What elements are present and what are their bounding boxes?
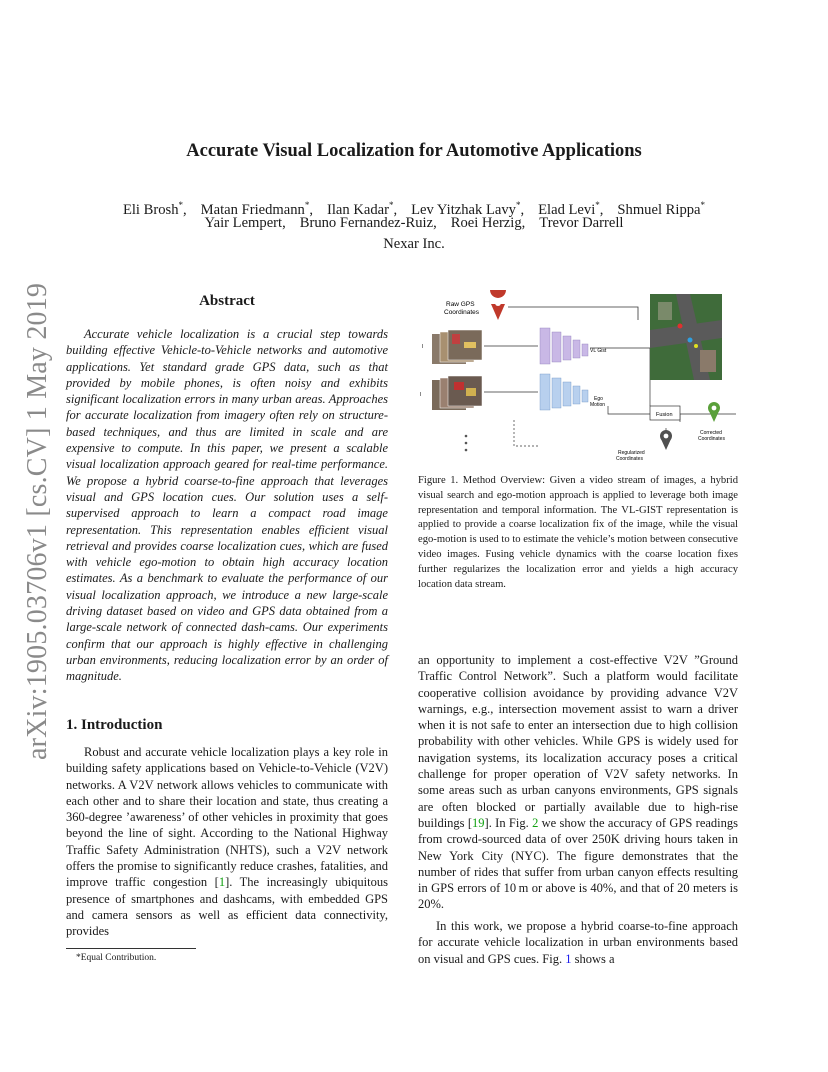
author-name: Elad Levi*, — [538, 200, 604, 218]
regularized-label: Regularized Coordinates — [616, 450, 645, 462]
citation-link[interactable]: 1 — [218, 875, 226, 890]
citation-link[interactable]: 19 — [472, 815, 485, 830]
map-image — [650, 294, 722, 380]
fusion-label: Fusion — [656, 412, 673, 418]
author-name: Shmuel Rippa* — [617, 200, 706, 218]
corrected-label: Corrected Coordinates — [698, 430, 725, 442]
more-frames-dots — [465, 435, 468, 452]
video-frames-bottom — [432, 376, 482, 410]
author-name: Ilan Kadar*, — [326, 200, 398, 218]
figure-link[interactable]: 2 — [532, 815, 539, 830]
frame-t-label: I — [422, 344, 424, 350]
introduction-heading: 1. Introduction — [66, 717, 163, 733]
introduction-paragraph: Robust and accurate vehicle localization plays a key role in building safety applications based on Vehicle-to-Vehicle (V2V) networks. A V2V network allows vehicles to communicate with each other and to share their location and state, thus creating a 360-degree ’awareness’ of other vehicles in proximity that goes beyond the line of sight. According to the National Highway Traffic Safety Administration (NHTS), such a V2V network offers the promise to significantly reduce crashes, fatalities, and improve traffic congestion [1]. The increasingly ubiquitous presence of smartphones and dashcams, with embedded GPS and camera sensors as well as efficient data connectivity, provides — [66, 745, 388, 939]
author-name: Yair Lempert, — [204, 215, 286, 231]
raw-gps-pin-icon — [490, 290, 506, 320]
footnote-rule — [66, 948, 196, 949]
method-overview-figure — [418, 290, 740, 470]
frame-t1-label: I — [420, 392, 422, 398]
author-name: Matan Friedmann*, — [200, 200, 313, 218]
regularized-coordinates-pin-icon — [660, 430, 672, 450]
raw-gps-label: Raw GPS Coordinates — [444, 301, 480, 316]
figure-1-caption: Figure 1. Method Overview: Given a video stream of images, a hybrid visual search and ego-motion approach is applied to leverage both image representation and temporal information. The VL-GIST representation is applied to provide a coarse localization fix of the image, while the visual ego-motion is used to to estimate the vehicle’s motion between consecutive video images. Fusing vehicle dynamics with the coarse location fixes further regularizes the localization error and yields a high accuracy location data stream. — [418, 475, 738, 590]
abstract-heading: Abstract — [199, 293, 255, 309]
author-name: Eli Brosh*, — [122, 200, 187, 218]
author-name: Lev Yitzhak Lavy*, — [411, 200, 525, 218]
vl-gist-network — [540, 328, 588, 364]
column2-paragraph-1: an opportunity to implement a cost-effective V2V ”Ground Traffic Control Network”. Such a platform would facilitate cooperative collision avoidance by providing advance V2V warnings, e.g., intersection movement assist to warn a driver when it is not safe to enter an intersection due to high collision probability with other vehicles. While GPS is widely used for navigation systems, its localization accuracy poses a critical challenge for proper operation of V2V safety networks. In some areas such as urban canyons environments, GPS signals are often blocked or partially available due to high-rise buildings [19]. In Fig. 2 we show the accuracy of GPS readings from crowd-sourced data of over 250K driving hours taken in New York City (NYC). The figure demonstrates that the number of rides that suffer from urban canyon effects resulting in GPS errors of 10 m or above is 40%, and that of 20 meters is 20%. — [418, 653, 738, 912]
corrected-coordinates-pin-icon — [708, 402, 720, 422]
author-list-line2 — [40, 213, 788, 233]
affiliation: Nexar Inc. — [383, 236, 445, 252]
footnote: *Equal Contribution. — [76, 953, 157, 963]
column2-paragraph-2: In this work, we propose a hybrid coarse-to-fine approach for accurate vehicle localization in urban environments based on visual and GPS cues. Fig. 1 shows a — [418, 919, 738, 966]
arxiv-stamp: arXiv:1905.03706v1 [cs.CV] 1 May 2019 — [22, 282, 53, 760]
vl-gist-label: VL Gist — [590, 348, 607, 354]
author-name: Trevor Darrell — [539, 215, 624, 231]
video-frames-top — [432, 330, 482, 364]
ego-motion-network — [540, 374, 588, 410]
author-name: Roei Herzig, — [450, 215, 526, 231]
ego-motion-label: Ego Motion — [590, 396, 606, 408]
dashed-arrow — [514, 420, 538, 446]
author-name: Bruno Fernandez-Ruiz, — [299, 215, 437, 231]
paper-title: Accurate Visual Localization for Automotive Applications — [186, 141, 642, 161]
abstract-text: Accurate vehicle localization is a crucial step towards building effective Vehicle-to-Vehicle networks and automotive applications. Yet standard grade GPS data, such as that provided by mobile phones, is often noisy and exhibits significant localization errors in many urban areas. Approaches for accurate localization from imagery often rely on structure-based techniques, and thus are limited in scale and are expensive to compute. In this paper, we present a scalable visual localization approach geared for real-time performance. We propose a hybrid coarse-to-fine approach that leverages visual and GPS location cues. Our solution uses a self-supervised approach to learn a compact road image representation. This representation enables efficient visual retrieval and provides coarse localization cues, which are fused with vehicle ego-motion to obtain high accuracy location estimates. As a benchmark to evaluate the performance of our visual localization approach, we introduce a new large-scale driving dataset based on video and GPS data obtained from a large-scale network of connected dash-cams. Our experiments confirm that our approach is highly effective in challenging urban environments, reducing localization error by an order of magnitude. — [66, 327, 388, 684]
figure-link[interactable]: 1 — [565, 951, 572, 966]
